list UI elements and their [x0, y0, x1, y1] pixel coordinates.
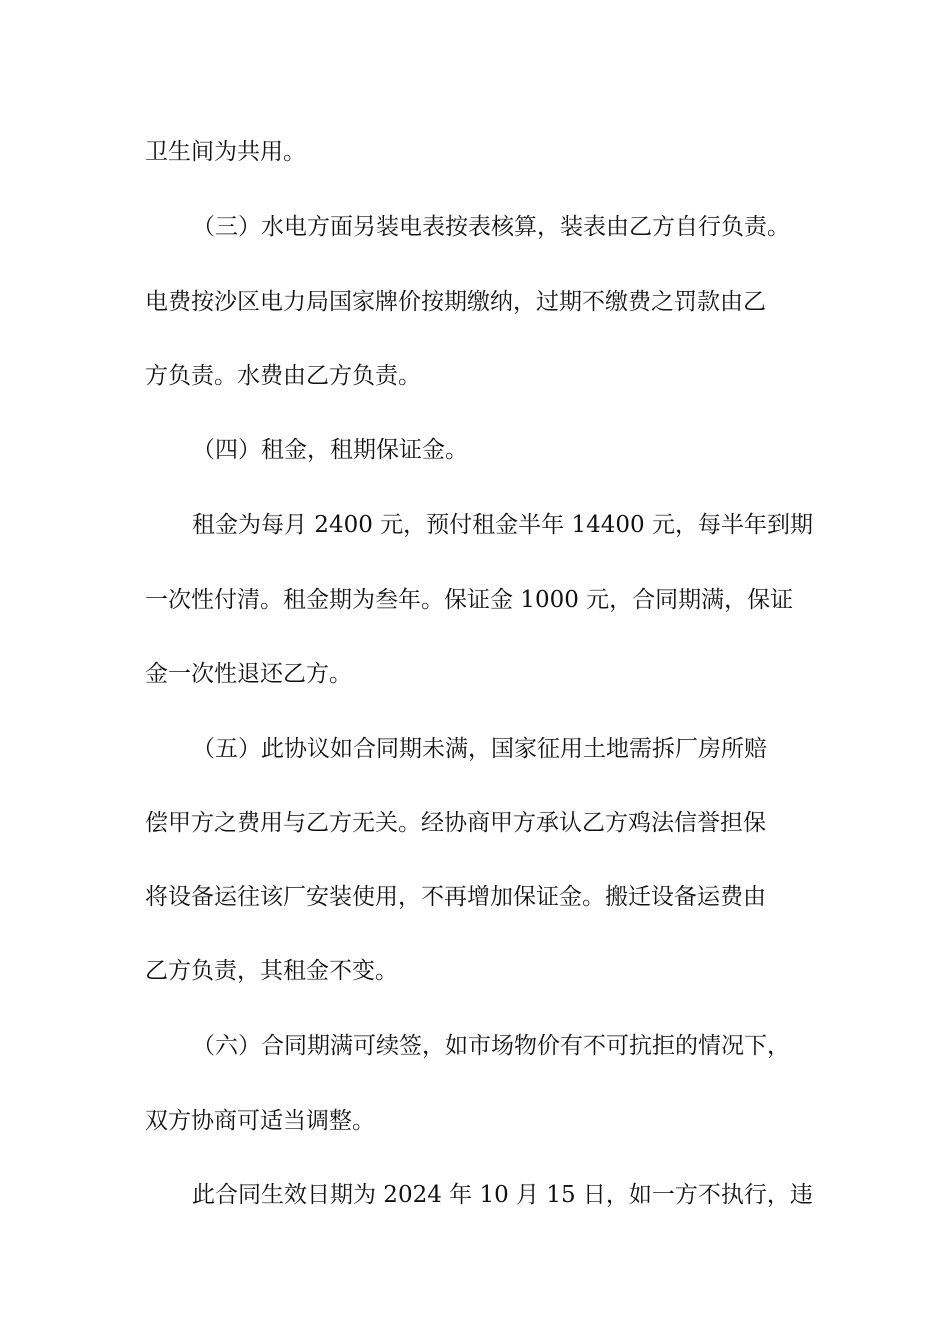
text-line: （六）合同期满可续签，如市场物价有不可抗拒的情况下， [192, 1033, 790, 1059]
text-line: 偿甲方之费用与乙方无关。经协商甲方承认乙方鸡法信誉担保 [145, 810, 766, 836]
text-line: 乙方负责，其租金不变。 [145, 958, 398, 984]
text-line: 租金为每月 2400 元，预付租金半年 14400 元，每半年到期 [192, 512, 813, 538]
text-line: 电费按沙区电力局国家牌价按期缴纳，过期不缴费之罚款由乙 [145, 289, 766, 315]
text-line: 一次性付清。租金期为叁年。保证金 1000 元，合同期满，保证 [145, 587, 794, 613]
text-line: 双方协商可适当调整。 [145, 1108, 375, 1134]
text-line: （三）水电方面另装电表按表核算，装表由乙方自行负责。 [192, 214, 790, 240]
text-line: 方负责。水费由乙方负责。 [145, 363, 421, 389]
text-line: 金一次性退还乙方。 [145, 661, 352, 687]
section-heading: （四）租金，租期保证金。 [192, 437, 468, 463]
text-line: （五）此协议如合同期未满，国家征用土地需拆厂房所赔 [192, 736, 767, 762]
text-line: 卫生间为共用。 [145, 139, 306, 165]
text-line: 将设备运往该厂安装使用，不再增加保证金。搬迁设备运费由 [145, 884, 766, 910]
text-line: 此合同生效日期为 2024 年 10 月 15 日，如一方不执行，违 [192, 1182, 813, 1208]
